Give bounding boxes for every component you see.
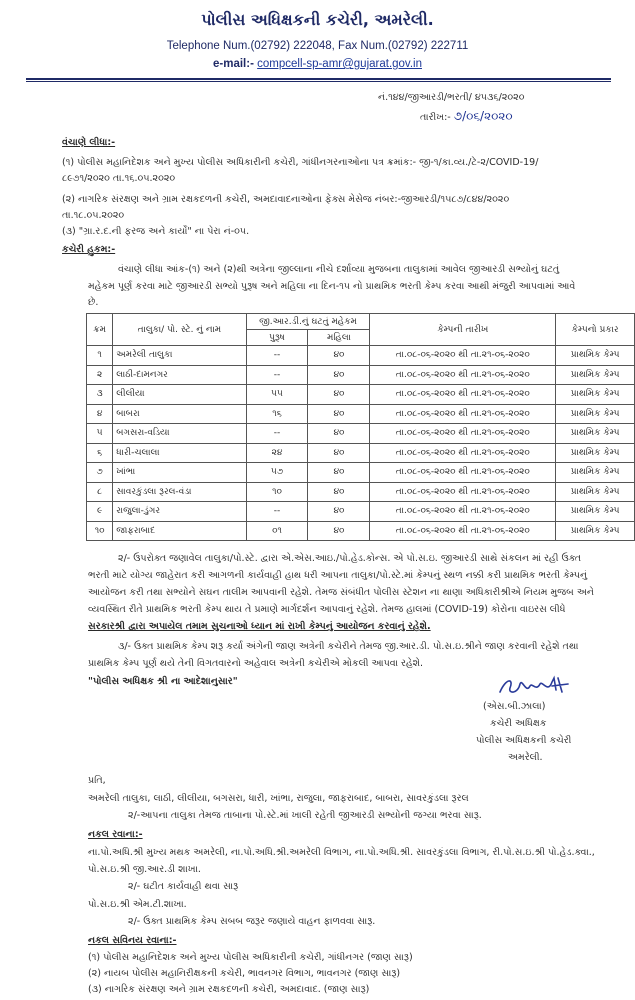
cell-taluka: લાઠી-દામનગર <box>113 365 246 385</box>
cell-male: ૦૧ <box>246 521 308 541</box>
to-note: ૨/-આપના તાલુકા તેમજ તાબાના પો.સ્ટે.માં ખાલી રહેતી જીઆરડી સભ્યોની જગ્યા ભરવા સારૂ. <box>128 810 482 821</box>
office-title: પોલીસ અધિક્ષકની કચેરી, અમરેલી. <box>201 10 434 29</box>
cell-male: -- <box>246 346 308 366</box>
cell-type: પ્રાથમિક કેમ્પ <box>556 463 635 483</box>
cell-taluka: સાવરકુંડલા રૂરલ-વંડા <box>113 482 246 502</box>
cell-female: ૪૦ <box>308 365 370 385</box>
cell-female: ૪૦ <box>308 385 370 405</box>
cell-male: ૧૦ <box>246 482 308 502</box>
table-row <box>87 482 635 502</box>
cell-date: તા.૦૮-૦૬-૨૦૨૦ થી તા.૨૧-૦૬-૨૦૨૦ <box>370 443 556 463</box>
signatory-name: (એસ.બી.ઝાલા) <box>483 701 546 712</box>
cell-female: ૪૦ <box>308 521 370 541</box>
date-label: તારીખ:- <box>420 112 451 123</box>
cell-no: ૯ <box>87 502 113 522</box>
table-row <box>87 346 635 366</box>
cell-type: પ્રાથમિક કેમ્પ <box>556 424 635 444</box>
read-item: (૨) નાગરિક સંરક્ષણ અને ગ્રામ રક્ષકદળની કચેરી, અમદાવાદનાઓના ફેક્સ મેસેજ નંબર:-જીઆરડી/૧૫૮૭/૮૪૪/૨૦૨૦ <box>62 194 510 205</box>
camp-table <box>86 313 635 541</box>
cell-taluka: ખાંભા <box>113 463 246 483</box>
header-rule-thin <box>26 81 611 82</box>
order-line: મહેકમ પૂર્ણ કરવા માટે જીઆરડી સભ્યો પુરૂષ અને મહિલા ના દિન-૧૫ નો પ્રાથમિક ભરતી કેમ્પ કરવા આથી મંજુરી આપવામાં આવે <box>88 281 576 292</box>
table-row <box>87 463 635 483</box>
copies-note: ૨/- ઉક્ત પ્રાથમિક કેમ્પ સબબ જરૂર જણાયે વાહન ફાળવવા સારૂ. <box>128 916 376 927</box>
cell-no: ૨ <box>87 365 113 385</box>
table-row <box>87 424 635 444</box>
cell-taluka: જાફરાબાદ <box>113 521 246 541</box>
cell-male: -- <box>246 365 308 385</box>
para3-line: પ્રાથમિક કેમ્પ પૂર્ણ થયે તેની વિગતવારનો અહેવાલ અત્રેની કચેરીએ મોકલી આપવા રહેશે. <box>88 658 424 669</box>
cell-male: ૧૬ <box>246 404 308 424</box>
cell-date: તા.૦૮-૦૬-૨૦૨૦ થી તા.૨૧-૦૬-૨૦૨૦ <box>370 385 556 405</box>
cell-no: ૮ <box>87 482 113 502</box>
cell-no: ૧ <box>87 346 113 366</box>
copies-line: પો.સ.ઇ.શ્રી એમ.ટી.શાખા. <box>88 899 187 910</box>
para2-line: ૨/- ઉપરોક્ત જણાવેલ તાલુકા/પો.સ્ટે. દ્વારા એ.એસ.આઇ./પો.હેડ.કોન્સ. એ પો.સ.ઇ. જીઆરડી સાથે સંકલન માં રહી ઉક્ત <box>118 553 581 564</box>
email-line <box>0 58 635 70</box>
cell-female: ૪૦ <box>308 404 370 424</box>
copies-note: ૨/- ઘટીત કાર્યવાહી થવા સારૂ <box>128 881 239 892</box>
cell-female: ૪૦ <box>308 424 370 444</box>
para3-line: ૩/- ઉક્ત પ્રાથમિક કેમ્પ શરૂ કર્યા અંગેની જાણ અત્રેની કચેરીને તેમજ જી.આર.ડી. પો.સ.ઇ.શ્રીને જાણ કરવાની રહેશે તથા <box>118 641 579 652</box>
table-row <box>87 502 635 522</box>
cell-female: ૪૦ <box>308 502 370 522</box>
to-list: અમરેલી તાલુકા, લાઠી, લીલીયા, બગસરા, ધારી, ખાંભા, રાજુલા, જાફરાબાદ, બાબરા, સાવરકુંડલા રૂરલ <box>88 793 469 804</box>
cell-date: તા.૦૮-૦૬-૨૦૨૦ થી તા.૨૧-૦૬-૨૦૨૦ <box>370 424 556 444</box>
cell-no: ૫ <box>87 424 113 444</box>
para2-line: આયોજન કરી તથા સભ્યોને સઘન તાલીમ આપવાની રહેશે. તેમજ સંબંધીત પોલીસ સ્ટેશન ના થાણા અધિકારીશ્રીએ નિયમ મુજબ અને <box>88 587 594 598</box>
copies-line: પો.સ.ઇ.શ્રી જી.આર.ડી શાખા. <box>88 864 201 875</box>
signature-icon <box>496 674 576 700</box>
read-item: ૮૯૭૧/૨૦૨૦ તા.૧૬.૦૫.૨૦૨૦ <box>62 173 176 184</box>
cell-type: પ્રાથમિક કેમ્પ <box>556 521 635 541</box>
cell-male: -- <box>246 502 308 522</box>
order-line: વંચાણે લીધા આંક-(૧) અને (૨)થી અત્રેના જીલ્લાના નીચે દર્શાવ્યા મુજબના તાલુકામાં આવેલ જીઆરડી સભ્યોનું ઘટતું <box>118 264 560 275</box>
cell-female: ૪૦ <box>308 346 370 366</box>
respect-item: (૨) નાયબ પોલીસ મહાનિરીક્ષકની કચેરી, ભાવનગર વિભાગ, ભાવનગર (જાણ સારૂ) <box>88 968 401 979</box>
reference-number: નં.૧૪૪/જીઆરડી/ભરતી/ ૪૫૩૬/૨૦૨૦ <box>378 92 525 103</box>
order-by: "પોલીસ અધિક્ષક શ્રી ના આદેશાનુસાર" <box>88 676 238 687</box>
read-item: (૧) પોલીસ મહાનિદેશક અને મુખ્ય પોલીસ અધિકારીની કચેરી, ગાંધીનગરનાઓના પત્ર ક્રમાંક:- જી-૧/કા.વ્ય./ટે-૨/COVID-19/ <box>62 157 539 168</box>
col-header-type: કેમ્પનો પ્રકાર <box>556 314 635 346</box>
cell-female: ૪૦ <box>308 482 370 502</box>
cell-male: -- <box>246 424 308 444</box>
cell-male: ૫૭ <box>246 463 308 483</box>
cell-taluka: અમરેલી તાલુકા <box>113 346 246 366</box>
cell-date: તા.૦૮-૦૬-૨૦૨૦ થી તા.૨૧-૦૬-૨૦૨૦ <box>370 463 556 483</box>
cell-date: તા.૦૮-૦૬-૨૦૨૦ થી તા.૨૧-૦૬-૨૦૨૦ <box>370 521 556 541</box>
cell-date: તા.૦૮-૦૬-૨૦૨૦ થી તા.૨૧-૦૬-૨૦૨૦ <box>370 482 556 502</box>
cell-taluka: બગસરા-વડિયા <box>113 424 246 444</box>
cell-type: પ્રાથમિક કેમ્પ <box>556 385 635 405</box>
order-line: છે. <box>88 297 99 308</box>
cell-female: ૪૦ <box>308 443 370 463</box>
cell-no: ૪ <box>87 404 113 424</box>
to-label: પ્રતિ, <box>88 775 106 786</box>
cell-taluka: ધારી-ચલાલા <box>113 443 246 463</box>
cell-date: તા.૦૮-૦૬-૨૦૨૦ થી તા.૨૧-૦૬-૨૦૨૦ <box>370 404 556 424</box>
cell-date: તા.૦૮-૦૬-૨૦૨૦ થી તા.૨૧-૦૬-૨૦૨૦ <box>370 346 556 366</box>
copies-line: ના.પો.અધિ.શ્રી મુખ્ય મથક અમરેલી, ના.પો.અધિ.શ્રી.અમરેલી વિભાગ, ના.પો.અધિ.શ્રી. સાવરકુંડલા વિભાગ, રી.પો.સ.ઇ.શ્રી પો.હેડ.ક્વા., <box>88 847 595 858</box>
para2-line: ભરતી માટે યોગ્ય જાહેરાત કરી આગળની કાર્યવાહી હાથ ધરી આપના તાલુકા/પો.સ્ટે.માં કેમ્પનું સ્થળ નક્કી કરી પ્રાથમિક ભરતી કેમ્પનું <box>88 570 588 581</box>
reference-date <box>420 110 513 124</box>
cell-no: ૬ <box>87 443 113 463</box>
cell-date: તા.૦૮-૦૬-૨૦૨૦ થી તા.૨૧-૦૬-૨૦૨૦ <box>370 365 556 385</box>
read-item: તા.૧૮.૦૫.૨૦૨૦ <box>62 210 125 221</box>
table-row <box>87 443 635 463</box>
signatory-office: પોલીસ અધિક્ષકની કચેરી <box>476 735 572 746</box>
date-value: ૭/૦૬/૨૦૨૦ <box>453 109 513 123</box>
table-row <box>87 521 635 541</box>
cell-taluka: બાબરા <box>113 404 246 424</box>
cell-male: ૨૪ <box>246 443 308 463</box>
email-link[interactable]: compcell-sp-amr@gujarat.gov.in <box>257 58 422 70</box>
col-header-taluka: તાલુકા/ પો. સ્ટે. નું નામ <box>113 314 246 346</box>
col-header-date: કેમ્પની તારીખ <box>370 314 556 346</box>
cell-no: ૩ <box>87 385 113 405</box>
cell-type: પ્રાથમિક કેમ્પ <box>556 346 635 366</box>
cell-type: પ્રાથમિક કેમ્પ <box>556 404 635 424</box>
cell-taluka: રાજુલા-ડુંગર <box>113 502 246 522</box>
para2-line: સરકારશ્રી દ્વારા અપાયેલ તમામ સુચનાઓ ધ્યાન માં રાખી કેમ્પનું આયોજન કરવાનું રહેશે. <box>88 621 431 632</box>
read-heading: વંચાણે લીધા:- <box>62 137 116 148</box>
phone-line: Telephone Num.(02792) 222048, Fax Num.(02792) 222711 <box>166 40 469 52</box>
signatory-title: કચેરી અધિક્ષક <box>490 718 547 729</box>
copies-heading: નકલ રવાના:- <box>88 829 143 840</box>
col-header-female: મહિલા <box>308 330 370 346</box>
cell-type: પ્રાથમિક કેમ્પ <box>556 365 635 385</box>
cell-date: તા.૦૮-૦૬-૨૦૨૦ થી તા.૨૧-૦૬-૨૦૨૦ <box>370 502 556 522</box>
header-rule <box>26 78 611 80</box>
respect-item: (૩) નાગરિક સંરક્ષણ અને ગ્રામ રક્ષકદળની કચેરી, અમદાવાદ. (જાણ સારૂ) <box>88 984 370 995</box>
para2-line: વ્યવસ્થિત રીતે પ્રાથમિક ભરતી કેમ્પ થાય તે પ્રમાણે માર્ગદર્શન આપવાનું રહેશે. તેમજ હાલમાં (COVID-19) કોરોના વાઇરસ લીધે <box>88 604 566 615</box>
table-row <box>87 404 635 424</box>
cell-type: પ્રાથમિક કેમ્પ <box>556 482 635 502</box>
cell-male: ૫૫ <box>246 385 308 405</box>
cell-type: પ્રાથમિક કેમ્પ <box>556 443 635 463</box>
read-item: (૩) "ગ્રા.ર.દ.ની ફરજ અને કાર્યો" ના પેરા નં-૦૫. <box>62 226 250 237</box>
respect-heading: નકલ સવિનય રવાના:- <box>88 935 177 946</box>
cell-type: પ્રાથમિક કેમ્પ <box>556 502 635 522</box>
table-row <box>87 385 635 405</box>
col-header-shortage: જી.આર.ડી.નું ઘટતું મહેકમ <box>246 314 370 330</box>
col-header-no: ક્રમ <box>87 314 113 346</box>
table-header-row <box>87 314 635 330</box>
cell-taluka: લીલીયા <box>113 385 246 405</box>
respect-item: (૧) પોલીસ મહાનિદેશક અને મુખ્ય પોલીસ અધિકારીની કચેરી, ગાંધીનગર (જાણ સારૂ) <box>88 952 413 963</box>
cell-no: ૭ <box>87 463 113 483</box>
email-label: e-mail:- <box>213 58 254 70</box>
signatory-city: અમરેલી. <box>508 752 543 763</box>
table-row <box>87 365 635 385</box>
cell-no: ૧૦ <box>87 521 113 541</box>
col-header-male: પુરૂષ <box>246 330 308 346</box>
cell-female: ૪૦ <box>308 463 370 483</box>
order-heading: કચેરી હુકમ:- <box>62 244 116 255</box>
